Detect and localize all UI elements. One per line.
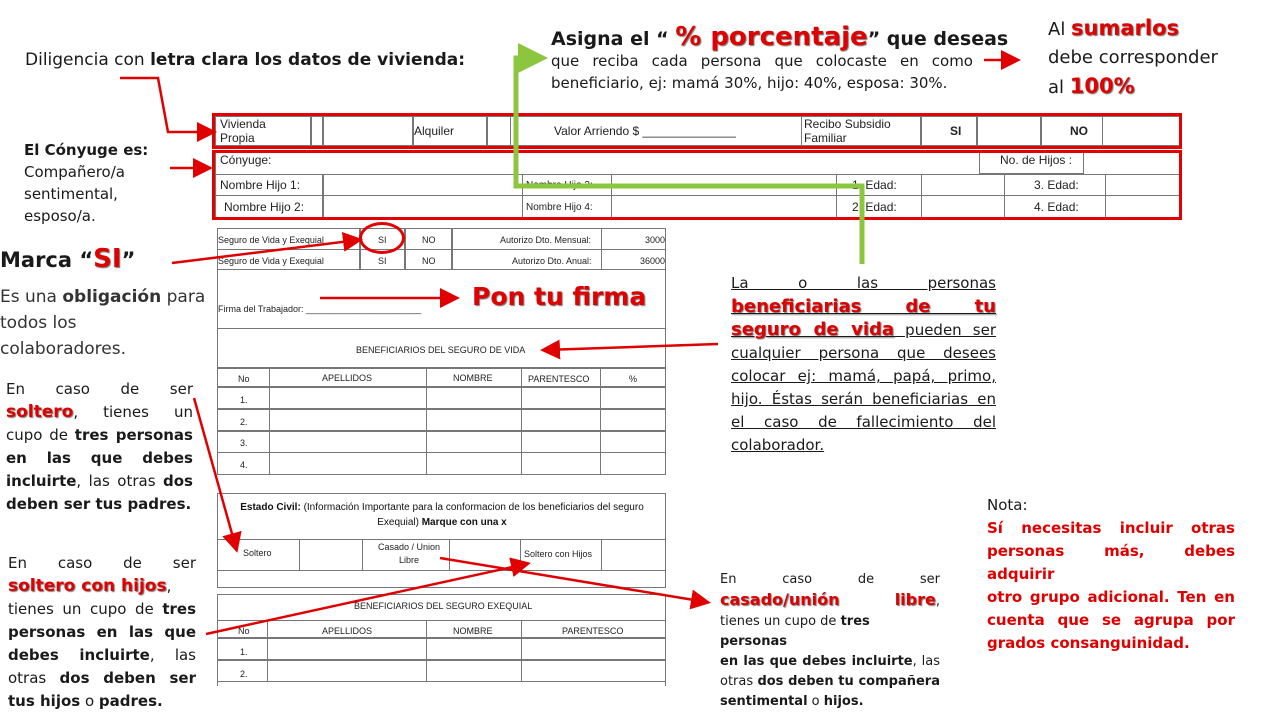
subsidio-no: NO xyxy=(1070,124,1088,138)
soltero-note: En caso de ser soltero, tienes un cupo de tres personas en las que debes incluirte, las otras dos deben ser tus padres. xyxy=(6,380,193,513)
col-apellidos: APELLIDOS xyxy=(322,373,373,383)
exq-row-2: 2. xyxy=(240,669,248,679)
benef-exequial-title: BENEFICIARIOS DEL SEGURO EXEQUIAL xyxy=(354,601,533,611)
exq-col-apellidos: APELLIDOS xyxy=(322,626,373,636)
nombre-hijo1-label: Nombre Hijo 1: xyxy=(220,178,301,192)
arrow-diligencia xyxy=(120,78,212,132)
seguro-vida-label-2: Seguro de Vida y Exequial xyxy=(218,256,324,266)
asigna-note: Asigna el “ % porcentaje” que deseas que reciba cada persona que colocaste en como beneficiario, ej: mamá 30%, hijo: 40%, esposa: 30%. xyxy=(551,22,1009,92)
exq-col-parentesco: PARENTESCO xyxy=(562,626,624,636)
pon-tu-firma: Pon tu firma xyxy=(472,282,647,311)
casado-note: En caso de ser casado/unión libre, tienes un cupo de tres personas en las que debes incluirte, las otras dos deben tu compañera sentimental o hijos. xyxy=(720,572,940,709)
estado-soltero-hijos: Soltero con Hijos xyxy=(524,549,593,559)
exq-row-1: 1. xyxy=(240,647,248,657)
autorizo-mensual: Autorizo Dto. Mensual: xyxy=(500,235,592,245)
exq-col-nombre: NOMBRE xyxy=(453,626,493,636)
col-percent: % xyxy=(629,374,638,384)
conyuge-label: Cónyuge: xyxy=(220,153,272,167)
nota-box: Nota: Sí necesitas incluir otras personas más, debes adquirir otro grupo adicional. Ten en cuenta que se agrupa por grados consanguinidad. xyxy=(987,496,1235,652)
alquiler-label: Alquiler xyxy=(414,124,455,138)
nombre-hijo3-label: Nombre Hijo 3: xyxy=(526,180,593,191)
beneficiarias-note: La o las personas beneficiarias de tu seguro de vida pueden ser cualquier persona que desees colocar ej: mamá, papá, primo, hijo. Éstas serán beneficiarias en el caso de fallecimiento del colaborador. xyxy=(731,274,996,454)
anual-value: 36000 xyxy=(640,256,666,266)
seguro-no-2: NO xyxy=(422,256,436,266)
autorizo-anual: Autorizo Dto. Anual: xyxy=(512,256,592,266)
recibo-subsidio-label: Recibo Subsidio Familiar xyxy=(804,117,891,145)
row-vida-4: 4. xyxy=(240,460,248,470)
seguro-si-2: SI xyxy=(378,256,387,266)
estado-soltero: Soltero xyxy=(243,548,272,558)
edad1-label: 1. Edad: xyxy=(852,178,897,192)
vivienda-propia-label: Vivienda Propia xyxy=(220,117,266,145)
seguro-no-1: NO xyxy=(422,235,436,245)
col-parentesco: PARENTESCO xyxy=(528,374,590,384)
nombre-hijo2-label: Nombre Hijo 2: xyxy=(224,200,305,214)
seguro-si-1: SI xyxy=(378,235,387,245)
firma-trabajador: Firma del Trabajador: _______________________ xyxy=(218,304,422,314)
row-vida-3: 3. xyxy=(240,438,248,448)
no-hijos-label: No. de Hijos : xyxy=(1000,153,1073,167)
arrow-beneficiarios xyxy=(545,344,718,350)
col-no: No xyxy=(238,374,250,384)
benef-vida-title: BENEFICIARIOS DEL SEGURO DE VIDA xyxy=(356,345,526,355)
conyuge-note: El Cónyuge es: Compañero/a sentimental, esposo/a. xyxy=(24,141,149,225)
edad4-label: 4. Edad: xyxy=(1034,200,1079,214)
mensual-value: 3000 xyxy=(645,235,666,245)
edad2-label: 2. Edad: xyxy=(852,200,897,214)
subsidio-si: SI xyxy=(950,124,962,138)
estado-civil-text: Estado Civil: (Información Importante para la conformacion de los beneficiarios del seguro Exequial) Marque con una x xyxy=(240,502,644,528)
marca-si-note: Marca “SI” xyxy=(0,244,136,274)
arrow-soltero-hijos xyxy=(206,564,526,634)
nota-title: Nota: xyxy=(987,496,1028,514)
row-vida-1: 1. xyxy=(240,395,248,405)
arrow-casado xyxy=(440,558,706,602)
nombre-hijo4-label: Nombre Hijo 4: xyxy=(526,202,593,213)
diligencia-note: Diligencia con letra clara los datos de vivienda: xyxy=(25,50,466,70)
valor-arriendo-label: Valor Arriendo $ ______________ xyxy=(554,124,736,138)
exq-col-no: No xyxy=(238,626,250,636)
seguro-vida-label-1: Seguro de Vida y Exequial xyxy=(218,235,324,245)
sumarlos-note: Al sumarlos debe corresponder al 100% xyxy=(1048,16,1218,98)
estado-casado: Casado / Union Libre xyxy=(377,542,441,565)
obligacion-note: Es una obligación para todos los colaboradores. xyxy=(0,287,206,359)
soltero-hijos-note: En caso de ser soltero con hijos, tienes un cupo de tres personas en las que debes incluirte, las otras dos deben ser tus hijos o padres. xyxy=(8,554,196,710)
arrow-marca-si xyxy=(172,240,358,263)
edad3-label: 3. Edad: xyxy=(1034,178,1079,192)
arrow-soltero xyxy=(194,398,236,548)
col-nombre: NOMBRE xyxy=(453,373,493,383)
row-vida-2: 2. xyxy=(240,417,248,427)
